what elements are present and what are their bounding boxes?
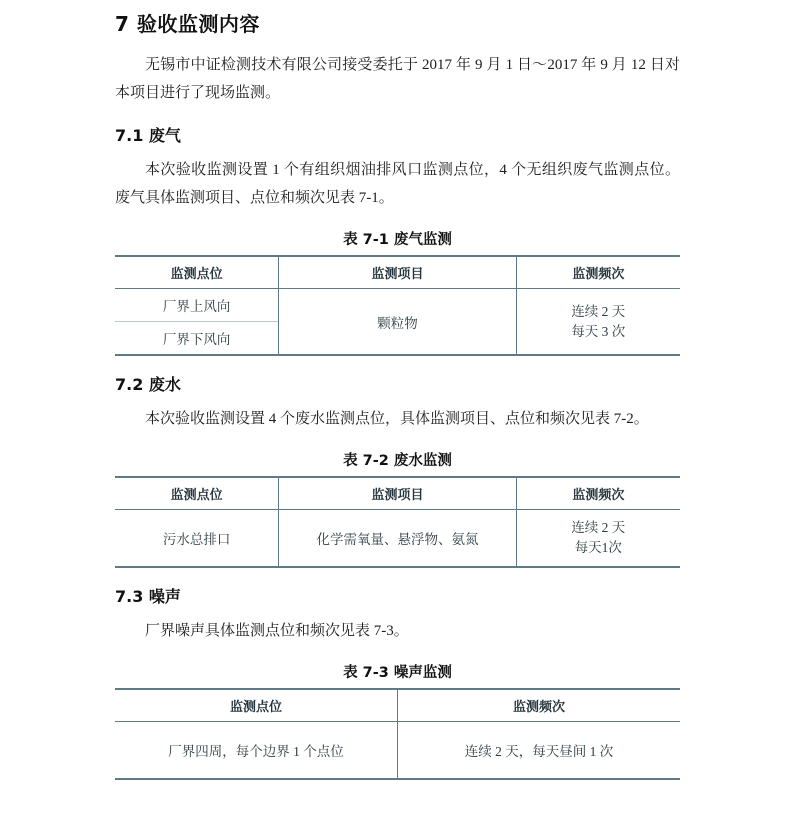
table-7-2-head [115, 477, 680, 510]
table-row [115, 510, 680, 568]
table-7-1-body [115, 289, 680, 356]
cell-frequency-water [516, 510, 680, 568]
frequency-line-2: 每天 3 次 [571, 323, 626, 339]
table-row [115, 722, 680, 780]
table-row [115, 689, 680, 722]
document-page [0, 8, 795, 832]
cell-point-perimeter: 厂界四周，每个边界 1 个点位 [168, 744, 344, 759]
table-row [115, 477, 680, 510]
column-header-frequency: 监测频次 [572, 267, 625, 282]
cell-point-outlet: 污水总排口 [162, 532, 231, 547]
column-header-frequency: 监测频次 [572, 488, 625, 503]
table-row [115, 289, 680, 322]
table-caption-7-3: 表 7-3 噪声监测 [343, 665, 452, 681]
frequency-line-1: 连续 2 天 [571, 303, 626, 319]
subsection-heading-noise: 7.3 噪声 [115, 587, 181, 606]
table-caption-7-1: 表 7-1 废气监测 [343, 232, 452, 248]
table-7-3-body [115, 722, 680, 780]
page-title: 7 验收监测内容 [115, 12, 260, 36]
table-7-1-head [115, 256, 680, 289]
frequency-line-1: 连续 2 天 [571, 520, 626, 535]
subsection-heading-waste-gas: 7.1 废气 [115, 126, 181, 145]
cell-item-water: 化学需氧量、悬浮物、氨氮 [279, 510, 516, 568]
cell-frequency-noise: 连续 2 天，每天昼间 1 次 [398, 722, 681, 780]
column-header-item: 监测项目 [279, 477, 516, 510]
frequency-line-2: 每天1次 [574, 540, 622, 555]
subsection-paragraph-waste-gas: 本次验收监测设置 1 个有组织烟油排风口监测点位，4 个无组织废气监测点位。废气具体监测项目、点位和频次见表 7-1。 [115, 162, 680, 206]
cell-point-downwind: 厂界下风向 [162, 332, 231, 347]
table-7-3 [115, 688, 680, 780]
column-header-frequency: 监测频次 [398, 689, 681, 722]
table-wrapper-7-1 [115, 255, 680, 356]
cell-point-upwind: 厂界上风向 [162, 299, 231, 314]
table-caption-7-2: 表 7-2 废水监测 [343, 453, 452, 469]
table-7-3-head [115, 689, 680, 722]
table-wrapper-7-3 [115, 688, 680, 780]
column-header-point: 监测点位 [170, 267, 223, 282]
table-wrapper-7-2 [115, 476, 680, 568]
column-header-point: 监测点位 [229, 700, 282, 715]
intro-paragraph: 无锡市中证检测技术有限公司接受委托于 2017 年 9 月 1 日～2017 年 9 月 12 日对本项目进行了现场监测。 [115, 57, 680, 101]
table-7-1 [115, 255, 680, 356]
subsection-paragraph-noise: 厂界噪声具体监测点位和频次见表 7-3。 [145, 623, 409, 639]
table-row [115, 256, 680, 289]
subsection-paragraph-waste-water: 本次验收监测设置 4 个废水监测点位，具体监测项目、点位和频次见表 7-2。 [145, 411, 649, 427]
column-header-item: 监测项目 [279, 256, 516, 289]
cell-frequency-gas [516, 289, 680, 356]
cell-item-particulate: 颗粒物 [279, 289, 516, 356]
table-7-2-body [115, 510, 680, 568]
column-header-point: 监测点位 [170, 488, 223, 503]
subsection-heading-waste-water: 7.2 废水 [115, 375, 181, 394]
table-7-2 [115, 476, 680, 568]
